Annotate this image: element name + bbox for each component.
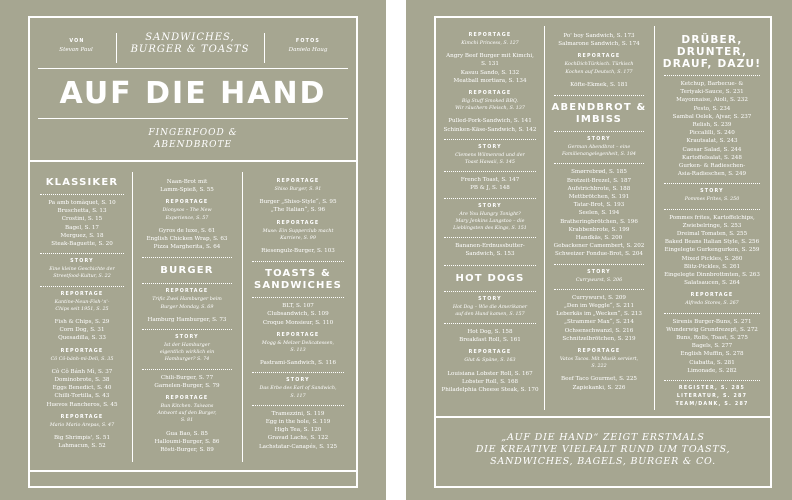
list-item: „Den im Weggle“, S. 211 (563, 303, 635, 310)
list-item: Beef Taco Gourmet, S. 225 (561, 376, 637, 383)
reportage-line: S. 222 (591, 364, 607, 370)
list-item: Buns, Rolls, Toast, S. 275 (676, 335, 748, 342)
list-item: Gebackener Camembert, S. 202 (553, 243, 645, 250)
quote-line-1: „AUF DIE HAND“ ZEIGT ERSTMALS (501, 432, 705, 443)
story-line: Eine kleine Geschichte der (49, 267, 115, 273)
list-item: Gravad Lachs, S. 122 (267, 435, 329, 442)
list-item: Big Shrimpis', S. 51 (53, 435, 111, 442)
toasts-column (246, 178, 350, 451)
story-line: auf den Hund kamen, S. 157 (455, 311, 525, 317)
list-item: Brotzeit-Brezel, S. 187 (566, 177, 632, 184)
section-heading-druber-line3: DRAUF, DAZU! (662, 58, 762, 70)
list-item: Aufstrichbrote, S. 188 (567, 185, 631, 192)
list-item: Eingelegte Gurkengurken, S. 259 (664, 247, 760, 254)
list-item: Quesadilla, S. 33 (58, 335, 106, 342)
dotted-divider (142, 369, 232, 370)
list-item: Lahmacun, S. 52 (58, 443, 106, 450)
right-col2-list-4 (548, 294, 650, 343)
list-item: Tatar-Brot, S. 193 (573, 202, 625, 209)
list-item: Breakfast Roll, S. 161 (459, 337, 521, 344)
story-label: STORY (478, 203, 502, 209)
reportage-line: Shiso Burger, S. 91 (274, 187, 322, 192)
story-line: Hot Dog – Wie die Amerikaner (452, 304, 528, 310)
dotted-divider (252, 405, 344, 406)
list-item: Cô Cô Bánh Mì, S. 37 (51, 368, 113, 375)
header-divider-right (264, 33, 265, 63)
dotted-divider (444, 139, 536, 140)
header-divider-left (116, 33, 117, 63)
right-col2-list-3 (548, 168, 650, 258)
list-item: Garnelen-Burger, S. 79 (154, 382, 220, 389)
story-line: Currywurst, S. 206 (575, 277, 623, 283)
col2-list-1 (136, 178, 238, 194)
list-item: Zapiekanki, S. 226 (572, 384, 626, 391)
dotted-divider (142, 283, 232, 284)
right-col1-list-6 (440, 370, 540, 395)
reportage-label: REPORTAGE (165, 200, 209, 206)
column-divider-1 (544, 26, 545, 410)
reportage-label: REPORTAGE (276, 220, 320, 226)
section-heading-druber-line2: DRUNTER, (676, 46, 748, 58)
list-item: Angry Beef Burger mit Kimchi, (446, 53, 534, 60)
reportage-line: Experience, S. 57 (165, 215, 209, 221)
col2-list-3 (136, 316, 238, 324)
right-col1-list-2 (440, 117, 540, 133)
section-heading-burger: BURGER (160, 265, 214, 277)
story-label: STORY (587, 137, 611, 143)
list-item: Bagel, S. 17 (65, 224, 99, 231)
list-item: Piccalilli, S. 240 (689, 130, 735, 137)
section-heading-abendbrot-line1: ABENDBROT & (551, 102, 647, 114)
col3-list-3 (246, 302, 350, 327)
list-item: Halloumi-Burger, S. 86 (154, 438, 220, 445)
reportage-line: S. 81 (180, 418, 194, 424)
fingerfood-line1: FINGERFOOD & (148, 128, 238, 138)
story-line: Clemens Wilmenrod und der (455, 152, 525, 158)
story-line: Pommes Frites, S. 250 (684, 197, 740, 203)
list-item: Bruschetta, S. 13 (57, 208, 107, 215)
list-item: English Muffin, S. 278 (680, 351, 744, 358)
list-item: Gurken- & Radieschen- (678, 163, 746, 170)
dotted-divider (664, 183, 760, 184)
reportage-line: Vatos Tacos. Mit Musik serviert, (559, 357, 639, 363)
list-item: Asia-Radieschen, S. 249 (677, 171, 747, 178)
section-heading-klassiker: KLASSIKER (45, 177, 119, 188)
quote-line-2: DIE KREATIVE VIELFALT RUND UM TOASTS, (475, 444, 731, 455)
story-line: Are You Hungry Tonight? (459, 211, 521, 217)
story-line: Toast Hawaii, S. 145 (465, 160, 515, 166)
story-line: Mary Jenkins Langstoo – die (455, 218, 525, 224)
dotted-divider (142, 257, 232, 258)
list-item: S. 131 (481, 61, 499, 68)
story-line: Familienangelegenheit, S. 184 (562, 152, 636, 158)
list-item: Pa amb tomàquet, S. 10 (48, 200, 116, 206)
list-item: Ketchup, Barbecue- & (680, 81, 744, 87)
klassiker-list-3 (36, 368, 128, 409)
contents-bottom-rule (30, 470, 356, 472)
reportage-line: Cô Cô-bánh-mì-Deli, S. 35 (50, 356, 114, 362)
right-col1-list-3 (440, 176, 540, 192)
list-item: „The Italian“, S. 96 (270, 207, 326, 214)
reportage-line: Wir räuchern Fleisch, S. 137 (455, 106, 525, 112)
list-item: Lobster Roll, S. 168 (461, 378, 519, 385)
right-col3-list-1 (658, 80, 766, 178)
list-item: Köfte-Ekmek, S. 181 (570, 81, 628, 88)
story-line: S. 117 (290, 393, 306, 399)
section-heading-druber-line1: DRÜBER, (681, 34, 743, 46)
col2-list-4 (136, 374, 238, 390)
right-col2-list-5 (548, 375, 650, 391)
dotted-divider (444, 237, 536, 238)
list-item: Corn Dog, S. 31 (59, 327, 105, 334)
story-line: Das Erbe des Earl of Sandwich, (259, 386, 337, 392)
reportage-label: REPORTAGE (276, 332, 320, 338)
list-item: Ochsenschwanzl, S. 216 (564, 327, 634, 334)
list-item: Chilli-Tortilla, S. 43 (54, 393, 110, 400)
list-item: Clubsandwich, S. 109 (267, 311, 329, 318)
dotted-divider (664, 75, 760, 76)
list-item: Mixed Pickles, S. 260 (681, 255, 743, 262)
author-name: Stevan Paul (59, 47, 93, 53)
dotted-divider (252, 261, 344, 262)
reportage-line: Muse: Ein Supperclub macht (262, 228, 334, 234)
column-divider-2 (654, 26, 655, 410)
list-item: English Chicken Wrap, S. 63 (146, 236, 228, 243)
list-item: Gyros de luxe, S. 61 (158, 227, 216, 234)
dotted-divider (142, 329, 232, 330)
reportage-label: REPORTAGE (60, 414, 104, 420)
list-item: Lamm-Spieß, S. 55 (160, 187, 214, 194)
reportage-label: REPORTAGE (577, 349, 621, 355)
right-column-1 (440, 32, 540, 394)
column-divider-1 (132, 172, 133, 462)
list-item: Currywurst, S. 209 (572, 294, 626, 301)
list-item: Limonade, S. 282 (687, 367, 737, 374)
reportage-line: Kantine-Neun-Fish-'n'- (54, 299, 110, 305)
right-col1-list-5 (440, 328, 540, 344)
list-item: Sandwich, S. 153 (465, 251, 515, 258)
story-line: Streetfood-Kultur, S. 22 (53, 274, 111, 280)
von-label: VON (69, 39, 85, 44)
reportage-label: REPORTAGE (165, 396, 209, 402)
list-item: Schweizer Fondue-Brot, S. 204 (555, 251, 643, 258)
reportage-label: REPORTAGE (468, 91, 512, 97)
list-item: Philadelphia Cheese Steak, S. 170 (441, 387, 539, 394)
list-item: Pastrami-Sandwich, S. 116 (259, 360, 337, 367)
reportage-line: S. 113 (290, 348, 306, 354)
dotted-divider (554, 163, 644, 164)
list-item: Blitz-Pickles, S. 261 (683, 263, 741, 270)
list-item: Bagels, S. 277 (691, 343, 733, 350)
list-item: Croque Monsieur, S. 110 (262, 319, 334, 326)
dotted-divider (554, 289, 644, 290)
reportage-line: Mogg & Melzer Delicatessen, (261, 340, 335, 346)
right-col1-list-4 (440, 242, 540, 258)
list-item: Sirenis Burger-Buns, S. 271 (672, 318, 752, 325)
dotted-divider (252, 372, 344, 373)
dotted-divider (554, 95, 644, 96)
reportage-line: Alfredo Stores, S. 267 (685, 301, 739, 307)
story-label: STORY (587, 269, 611, 275)
dotted-divider (554, 264, 644, 265)
list-item: Pizza Margherita, S. 64 (153, 244, 221, 251)
story-line: Ist der Hamburger (164, 343, 210, 349)
register-line: REGISTER, S. 285 (678, 386, 746, 392)
story-label: STORY (478, 144, 502, 150)
reportage-label: REPORTAGE (690, 293, 734, 299)
reportage-line: Kimchi Princess, S. 127 (461, 41, 519, 46)
reportage-line: KochDichTürkisch. Türkisch (564, 62, 634, 68)
reportage-line: Big Stuff Smoked BBQ. (461, 99, 519, 105)
list-item: Leberkäs im „Wecken“, S. 213 (556, 311, 642, 318)
fotos-label: FOTOS (295, 39, 321, 44)
list-item: Bananen-Erdnussbutter- (455, 243, 525, 250)
dotted-divider (664, 313, 760, 314)
story-line: Lieblingsten des Kings, S. 151 (453, 226, 527, 232)
reportage-label: REPORTAGE (577, 54, 621, 60)
story-line: eigentlich wirklich ein (159, 350, 215, 356)
col3-list-2 (246, 247, 350, 255)
list-item: Hot Dog, S. 158 (467, 329, 513, 336)
list-item: BLT, S. 107 (282, 303, 314, 310)
story-label: STORY (70, 259, 94, 265)
dotted-divider (664, 380, 760, 381)
left-page (0, 0, 386, 500)
list-item: Zwiebelringe, S. 253 (682, 222, 742, 229)
section-heading-toasts-line1: TOASTS & (265, 268, 331, 280)
right-column-2 (548, 32, 650, 392)
dotted-divider (40, 286, 124, 287)
klassiker-list-4 (36, 434, 128, 450)
section-heading-abendbrot-line2: IMBISS (575, 114, 623, 126)
right-col1-list-1 (440, 52, 540, 85)
reportage-label: REPORTAGE (468, 33, 512, 38)
story-line: German Abendbrot – eine (567, 145, 631, 151)
list-item: Tramezzini, S. 119 (271, 410, 325, 417)
list-item: French Toast, S. 147 (460, 177, 520, 184)
dotted-divider (444, 323, 536, 324)
reportage-label: REPORTAGE (60, 348, 104, 354)
right-column-3 (658, 34, 766, 409)
contents-top-rule (30, 160, 356, 162)
list-item: Merguez, S. 18 (60, 232, 104, 239)
reportage-label: REPORTAGE (276, 179, 320, 184)
story-label: STORY (700, 189, 724, 195)
list-item: High Tea, S. 120 (274, 427, 322, 434)
reportage-line: Bun Kitchen. Taiwans (160, 404, 214, 410)
right-col2-list-2 (548, 81, 650, 89)
list-item: Mettbrötchen, S. 191 (568, 194, 630, 201)
dotted-divider (444, 171, 536, 172)
dotted-divider (664, 209, 760, 210)
col2-list-5 (136, 430, 238, 455)
list-item: Huevos Rancheros, S. 45 (46, 401, 118, 408)
section-heading-toasts-line2: SANDWICHES (253, 280, 343, 292)
list-item: Wunderwig Grundrezept, S. 272 (666, 326, 758, 333)
right-page (406, 0, 792, 500)
team-dank-line: TEAM/DANK, S. 287 (675, 402, 749, 408)
reportage-line: Glut & Späne, S. 163 (464, 358, 516, 364)
story-label: STORY (286, 378, 310, 384)
klassiker-list-2 (36, 318, 128, 343)
list-item: Salatsaucen, S. 264 (684, 280, 740, 287)
list-item: Seelen, S. 194 (578, 210, 620, 217)
list-item: Smørrebrød, S. 185 (571, 169, 627, 176)
col3-list-5 (246, 410, 350, 451)
list-item: Schnitzelbrötchen, S. 219 (562, 335, 636, 342)
list-item: Mayonnaise, Aioli, S. 232 (676, 97, 748, 104)
column-divider-2 (242, 172, 243, 462)
list-item: Louisiana Lobster Roll, S. 167 (447, 370, 533, 377)
quote-top-rule (436, 416, 770, 418)
subtitle-line2: BURGER & TOASTS (130, 44, 250, 55)
list-item: Krabbenbrote, S. 199 (568, 226, 630, 233)
list-item: Kartoffelsalat, S. 248 (682, 154, 742, 161)
col3-list-1 (246, 198, 350, 214)
list-item: Rösti-Burger, S. 89 (160, 447, 214, 454)
list-item: Schinken-Käse-Sandwich, S. 142 (443, 126, 537, 133)
reportage-line: Trific Zwei Hamburger beim (152, 297, 222, 303)
list-item: Pulled-Pork-Sandwich, S. 141 (448, 118, 532, 125)
list-item: Salmarone Sandwich, S. 174 (558, 41, 640, 48)
list-item: Baked Beans Italian Style, S. 256 (664, 239, 760, 246)
dotted-divider (444, 265, 536, 266)
right-col2-list-1 (548, 32, 650, 48)
dotted-divider (554, 131, 644, 132)
list-item: Eingelegte Dinnbrottmten, S. 263 (664, 272, 760, 279)
dotted-divider (252, 297, 344, 298)
list-item: Hamburg Hamburger, S. 73 (147, 316, 227, 323)
right-col3-list-2 (658, 214, 766, 288)
list-item: Po' boy Sandwich, S. 173 (563, 33, 635, 39)
list-item: Gua Bao, S. 85 (166, 430, 208, 437)
list-item: Kasuu Sando, S. 132 (460, 69, 520, 76)
book-title: AUF DIE HAND (59, 76, 327, 111)
reportage-line: Karriere, S. 99 (280, 235, 316, 241)
list-item: Dominobrote, S. 38 (54, 377, 110, 384)
list-item: Caesar Salad, S. 244 (682, 146, 742, 153)
reportage-label: REPORTAGE (165, 289, 209, 295)
list-item: Riesengulz-Burger, S. 103 (261, 248, 335, 255)
list-item: Naan-Brot mit (166, 179, 208, 185)
list-item: Lachstatar-Canapés, S. 125 (258, 443, 338, 450)
list-item: Ciabatta, S. 281 (689, 359, 735, 366)
story-label: STORY (478, 296, 502, 302)
klassiker-column (36, 176, 128, 450)
story-label: STORY (175, 335, 199, 341)
klassiker-list-1 (36, 199, 128, 248)
list-item: Crostini, S. 15 (61, 216, 103, 223)
photographer-name: Daniela Haug (288, 47, 328, 53)
literatur-line: LITERATUR, S. 287 (676, 394, 748, 400)
section-heading-hot-dogs: HOT DOGS (455, 272, 525, 284)
list-item: Relish, S. 239 (692, 122, 732, 129)
reportage-line: Chips seit 1951, S. 25 (55, 306, 109, 312)
header-rule (38, 68, 348, 69)
list-item: Teriyaki-Sauce, S. 231 (680, 89, 744, 96)
list-item: Pommes frites, Kartoffelchips, (669, 214, 755, 221)
list-item: Handkäs, S. 200 (575, 235, 623, 242)
list-item: Fish & Chips, S. 29 (54, 319, 110, 326)
reportage-label: REPORTAGE (60, 291, 104, 297)
right-col3-list-3 (658, 318, 766, 375)
col2-list-2 (136, 227, 238, 252)
dotted-divider (40, 194, 124, 195)
reportage-line: Antwort auf den Burger, (157, 411, 217, 417)
burger-column (136, 178, 238, 454)
subtitle-line1: SANDWICHES, (145, 32, 235, 43)
reportage-line: Kochen auf Deutsch, S. 177 (565, 69, 633, 75)
col3-list-4 (246, 359, 350, 367)
dotted-divider (444, 291, 536, 292)
fingerfood-line2: ABENDBROTE (153, 140, 233, 150)
quote-line-3: SANDWICHES, BAGELS, BURGER & CO. (490, 456, 716, 467)
list-item: Krautsalat, S. 243 (686, 138, 738, 145)
list-item: Bratheringbrötchen, S. 196 (560, 218, 638, 225)
list-item: „Strammer Max“, S. 214 (564, 319, 634, 326)
list-item: Burger „Shiso-Style“, S. 95 (259, 199, 337, 206)
list-item: Steak-Baguette, S. 20 (51, 241, 113, 248)
reportage-line: Burger Monday, S. 69 (160, 304, 214, 310)
story-line: Hamburger? S. 74 (164, 357, 210, 363)
reportage-label: REPORTAGE (468, 350, 512, 356)
title-rule (38, 118, 348, 119)
list-item: PB & J, S. 148 (470, 185, 510, 192)
list-item: Sambal Oelek, Ajvar, S. 237 (672, 113, 752, 120)
dotted-divider (444, 198, 536, 199)
reportage-line: Dionysos – The New (162, 208, 212, 214)
reportage-line: Mario Mario Arepas, S. 47 (49, 422, 115, 428)
list-item: Dreimal Tomaten, S. 255 (676, 231, 748, 238)
list-item: Pesto, S. 234 (693, 105, 731, 112)
list-item: Eggs Benedict, S. 40 (52, 385, 112, 392)
list-item: Meatball mortiara, S. 134 (453, 77, 527, 84)
list-item: Chili-Burger, S. 77 (160, 374, 214, 381)
list-item: Egg in the hole, S. 119 (265, 419, 331, 426)
dotted-divider (40, 253, 124, 254)
